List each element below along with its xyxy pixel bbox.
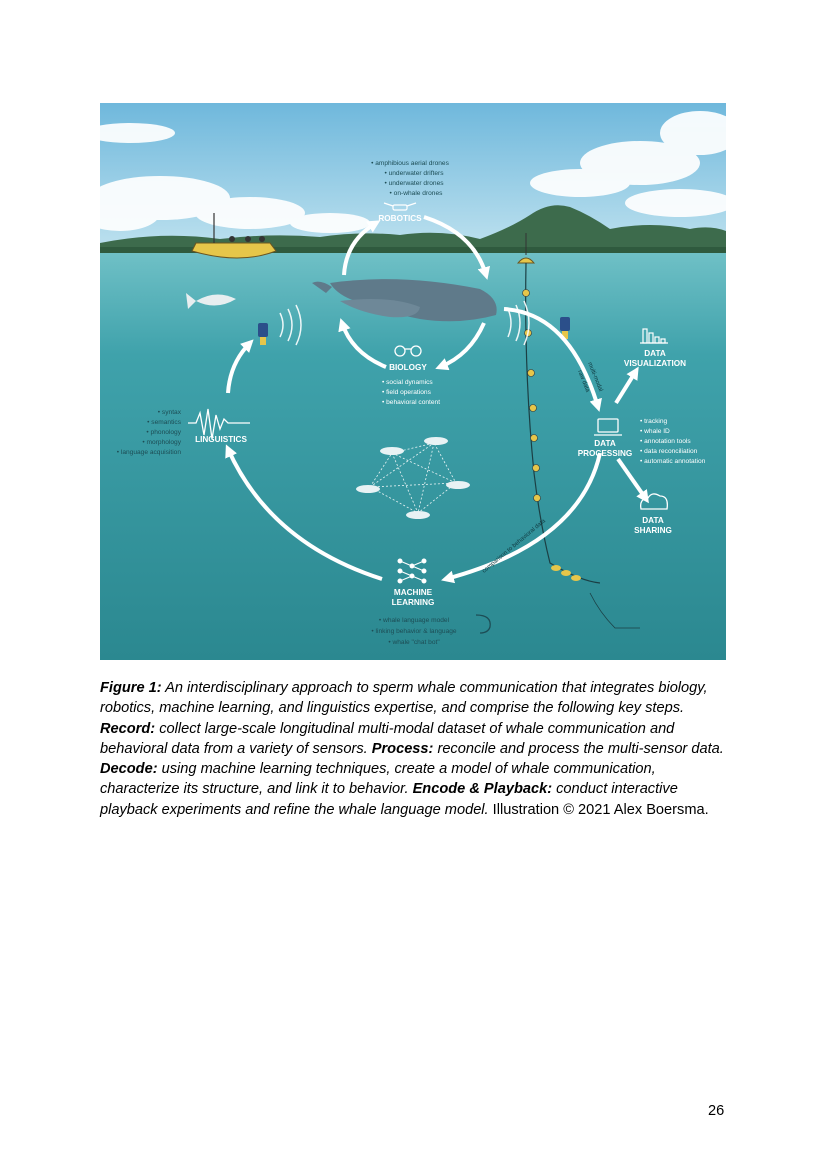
biology-item: • behavioral content [382,399,441,406]
data-visualization-label: VISUALIZATION [623,359,687,368]
machine-learning-label: LEARNING [391,598,435,607]
linguistics-item: • phonology [146,429,181,436]
data-visualization-label: DATA [644,349,666,358]
arrow-label-multimodal: multi-modal [586,361,604,393]
arrow-label-comparison: comparison to behavioral data [481,518,547,575]
data-processing-item: • annotation tools [640,438,691,445]
linguistics-item: • syntax [157,409,181,416]
robotics-item: • on-whale drones [389,190,443,197]
caption-decode-label: Decode: [100,761,158,778]
caption-encode-text: conduct interactive playback experiments and refine the whale language model. [100,781,678,818]
data-sharing-label: DATA [642,516,664,525]
caption-credit: Illustration © 2021 Alex Boersma. [488,801,709,818]
figure-illustration [100,103,726,660]
linguistics-label: LINGUISTICS [195,435,247,444]
data-processing-item: • data reconciliation [640,448,698,455]
caption-encode-label: Encode & Playback: [412,781,553,798]
linguistics-item: • morphology [142,439,181,446]
data-processing-label: DATA [594,439,616,448]
caption-record-text: collect large-scale longitudinal multi-modal dataset of whale communication and behavioral data from a variety of sensors. [100,720,675,757]
caption-intro: An interdisciplinary approach to sperm whale communication that integrates biology, robotics, machine learning, and linguistics expertise, and comprise the following key steps. [100,680,708,717]
data-processing-item: • whale ID [640,428,670,435]
linguistics-item: • semantics [147,419,181,426]
machine-learning-label: MACHINE [393,588,433,597]
biology-item: • social dynamics [382,379,433,386]
machine-learning-item: • whale "chat bot" [388,639,440,646]
robotics-item: • underwater drifters [384,170,444,177]
figure-caption [100,678,728,820]
robotics-item: • underwater drones [384,180,444,187]
page-number: 26 [708,1103,725,1119]
biology-label: BIOLOGY [389,363,427,372]
linguistics-item: • language acquisition [116,449,181,456]
caption-record-label: Record: [100,720,156,737]
data-processing-item: • tracking [640,418,668,425]
biology-item: • field operations [382,389,431,396]
machine-learning-item: • whale language model [378,617,450,624]
machine-learning-item: • linking behavior & language [371,628,457,635]
caption-decode-text: using machine learning techniques, create a model of whale communication, characterize its structure, and link it to behavior. [100,761,656,798]
robotics-item: • amphibious aerial drones [371,160,449,167]
data-processing-label: PROCESSING [577,449,633,458]
caption-process-label: Process: [371,740,434,757]
caption-figure-label: Figure 1: [100,680,162,696]
data-sharing-label: SHARING [634,526,672,535]
caption-process-text: reconcile and process the multi-sensor data. [433,740,724,757]
data-processing-item: • automatic annotation [640,458,706,465]
robotics-label: ROBOTICS [378,214,422,223]
arrow-label-raw-data: raw data [576,369,591,394]
